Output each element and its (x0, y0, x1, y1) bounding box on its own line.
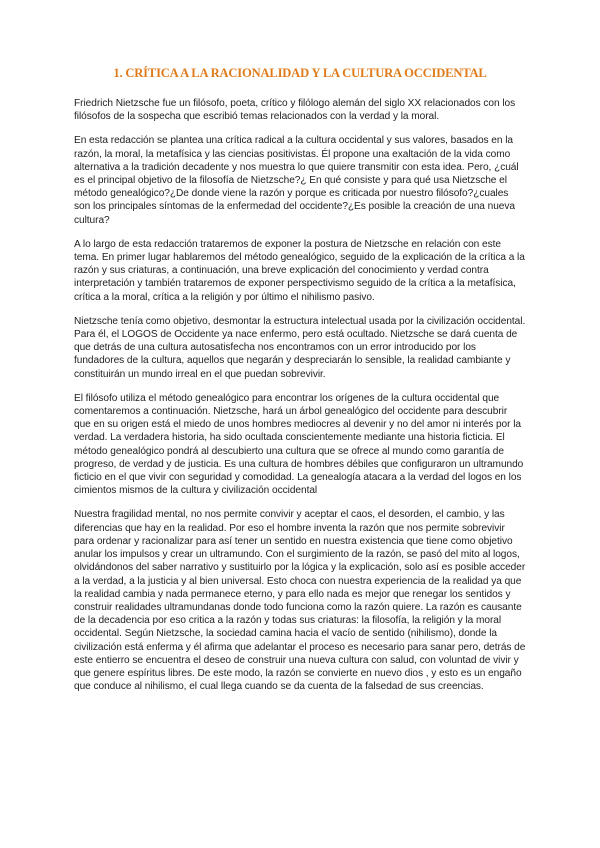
paragraph-reason: Nuestra fragilidad mental, no nos permite convivir y aceptar el caos, el desorden, el cambio, y las diferencias que hay en la realidad. Por eso el hombre inventa la razón que nos permite sobrevivir para ordenar y racionalizar para así tener un sentido en nuestra existencia que tiene como objetivo anular los impulsos y crear un ultramundo. Con el surgimiento de la razón, se pasó del mito al logos, olvidándonos del saber narrativo y sustituirlo por la lógica y la explicación, solo así es posible acceder a la verdad, a la justicia y al bien universal. Esto choca con nuestra experiencia de la realidad ya que la realidad cambia y nada permanece eterno, y para ello nada es mejor que renegar los sentidos y construir realidades ultramundanas donde todo funciona como la razón quiere. La razón es causante de la decadencia por eso critica a la razón y todas sus criaturas: la filosofía, la religión y la moral occidental. Según Nietzsche, la sociedad camina hacia el vacío de sentido (nihilismo), donde la civilización está enferma y él afirma que adelantar el proceso es necesario para sanar pero, detrás de este entierro se encuentra el deseo de construir una nueva cultura con salud, con voluntad de vivir y que genere espíritus libres. De este modo, la razón se convierte en nuevo dios , y esto es un engaño que conduce al nihilismo, el cual llega cuando se da cuenta de la falsedad de sus creencias. (74, 509, 526, 693)
paragraph-objective: Nietzsche tenía como objetivo, desmontar la estructura intelectual usada por la civilización occidental. Para él, el LOGOS de Occidente ya nace enfermo, pero está ocultado. Nietzsche se dará cuenta de que detrás de una cultura autosatisfecha nos encontramos con un error introducido por los fundadores de la cultura, aquellos que negarán y despreciarán lo sensible, la realidad cambiante y constituirán un mundo irreal en el que puedan sobrevivir. (74, 315, 526, 380)
paragraph-genealogy: El filósofo utiliza el método genealógico para encontrar los orígenes de la cultura occidental que comentaremos a continuación. Nietzsche, hará un árbol genealógico del occidente para descubrir que en su origen está el miedo de unos hombres mediocres al devenir y no del amor ni interés por la verdad. La verdadera historia, ha sido ocultada conscientemente mediante una historia ficticia. El método genealógico pondrá al descubierto una cultura que se ofrece al mundo como garantía de progreso, de verdad y de justicia. Es una cultura de hombres débiles que configuraron un ultramundo ficticio en el que vivir con seguridad y comodidad. La genealogía atacara a la verdad del logos en los cimientos mismos de la cultura y civilización occidental (74, 392, 524, 497)
section-title: 1. CRÍTICA A LA RACIONALIDAD Y LA CULTURA OCCIDENTAL (113, 66, 487, 80)
paragraph-questions: En esta redacción se plantea una crítica radical a la cultura occidental y sus valores, basados en la razón, la moral, la metafísica y las ciencias positivistas. Él propone una exaltación de la vida como alternativa a la tradición decadente y nos muestra lo que quiere transmitir con esta idea. Pero, ¿cuál es el principal objetivo de la filosofía de Nietzsche?¿ En qué consiste y para qué usa Nietzsche el método genealógico?¿De donde viene la razón y porque es criticada por nuestro filósofo?¿cuales son los principales síntomas de la enfermedad del occidente?¿Es posible la creación de una nueva cultura? (74, 135, 519, 226)
paragraph-intro: Friedrich Nietzsche fue un filósofo, poeta, crítico y filólogo alemán del siglo XX relacionados con los filósofos de la sospecha que escribió temas relacionados con la verdad y la moral. (74, 98, 516, 123)
paragraph-outline: A lo largo de esta redacción trataremos de exponer la postura de Nietzsche en relación con este tema. En primer lugar hablaremos del método genealógico, seguido de la explicación de la crítica a la razón y sus criaturas, a continuación, una breve explicación del conocimiento y verdad contra interpretación y también trataremos de exponer perspectivismo seguido de la crítica a la metafísica, crítica a la moral, crítica a la religión y por último el nihilismo pasivo. (74, 238, 525, 303)
